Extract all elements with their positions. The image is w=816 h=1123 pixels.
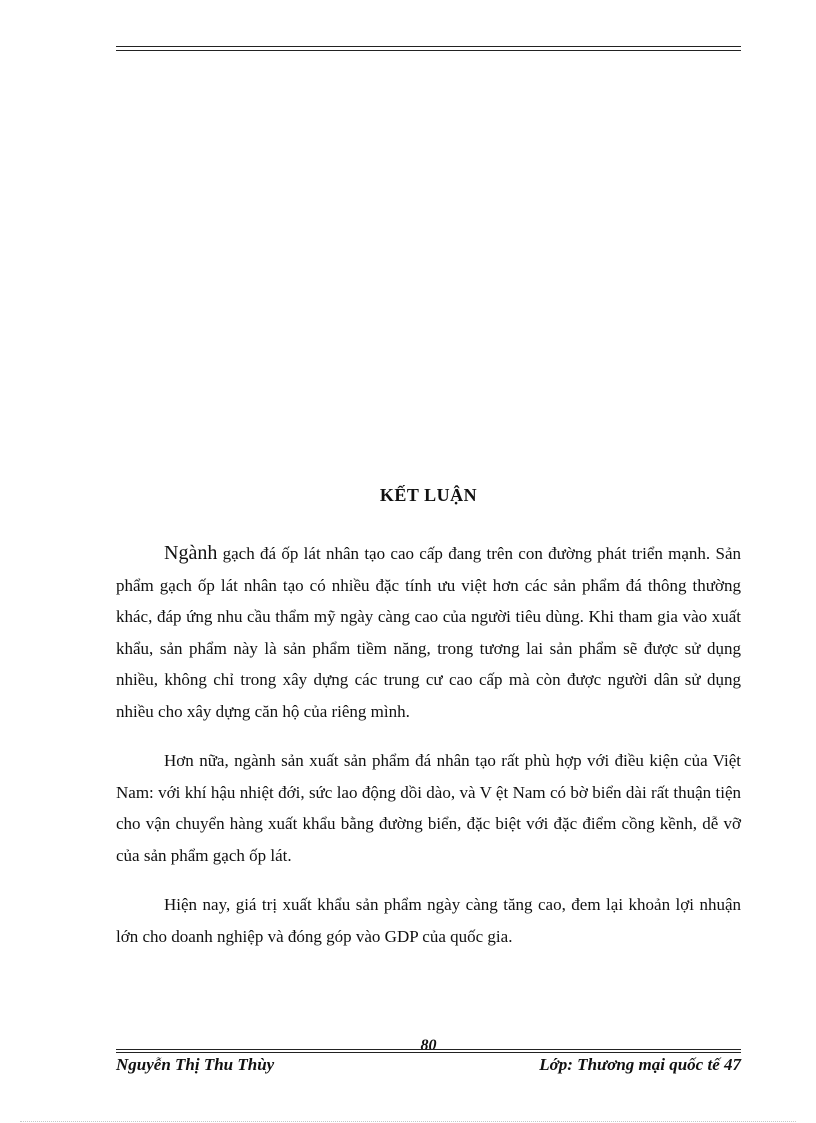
paragraph-3: Hiện nay, giá trị xuất khẩu sản phẩm ngày càng tăng cao, đem lại khoản lợi nhuận lớn cho doanh nghiệp và đóng góp vào GDP của quốc gia. — [116, 895, 741, 946]
header-rule-thick — [116, 46, 741, 47]
page-number: 80 — [420, 1037, 437, 1054]
paragraph-2: Hơn nữa, ngành sản xuất sản phẩm đá nhân tạo rất phù hợp với điều kiện của Việt Nam: với khí hậu nhiệt đới, sức lao động dồi dào, và V ệt Nam có bờ biển dài rất thuận tiện cho vận chuyển hàng xuất khẩu bằng đường biển, đặc biệt với đặc điểm cồng kềnh, dễ vỡ của sản phẩm gạch ốp lát. — [116, 751, 741, 865]
footer-class-label: Lớp: Thương mại quốc tế 47 — [539, 1055, 741, 1074]
footer-rule-thick — [116, 1052, 741, 1053]
section-heading: KẾT LUẬN — [379, 485, 478, 505]
page-edge-divider — [20, 1121, 796, 1122]
footer-rule-thin — [116, 1049, 741, 1050]
footer-author: Nguyễn Thị Thu Thùy — [116, 1055, 275, 1074]
footer — [116, 1055, 741, 1075]
paragraph-1-rest: gạch đá ốp lát nhân tạo cao cấp đang trên con đường phát triển mạnh. Sản phẩm gạch ốp lát nhân tạo có nhiều đặc tính ưu việt hơn các sản phẩm đá thông thường khác, đáp ứng nhu cầu thẩm mỹ ngày càng cao của người tiêu dùng. Khi tham gia vào xuất khẩu, sản phẩm này là sản phẩm tiềm năng, trong tương lai sản phẩm sẽ được sử dụng nhiều, không chỉ trong xây dựng các trung cư cao cấp mà còn được người dân sử dụng nhiều cho xây dựng căn hộ của riêng mình. — [116, 544, 741, 721]
header-rule-thin — [116, 50, 741, 51]
paragraph-1-lead-word: Ngành — [164, 542, 218, 564]
paragraph-1 — [116, 538, 741, 727]
body-text — [116, 538, 741, 970]
